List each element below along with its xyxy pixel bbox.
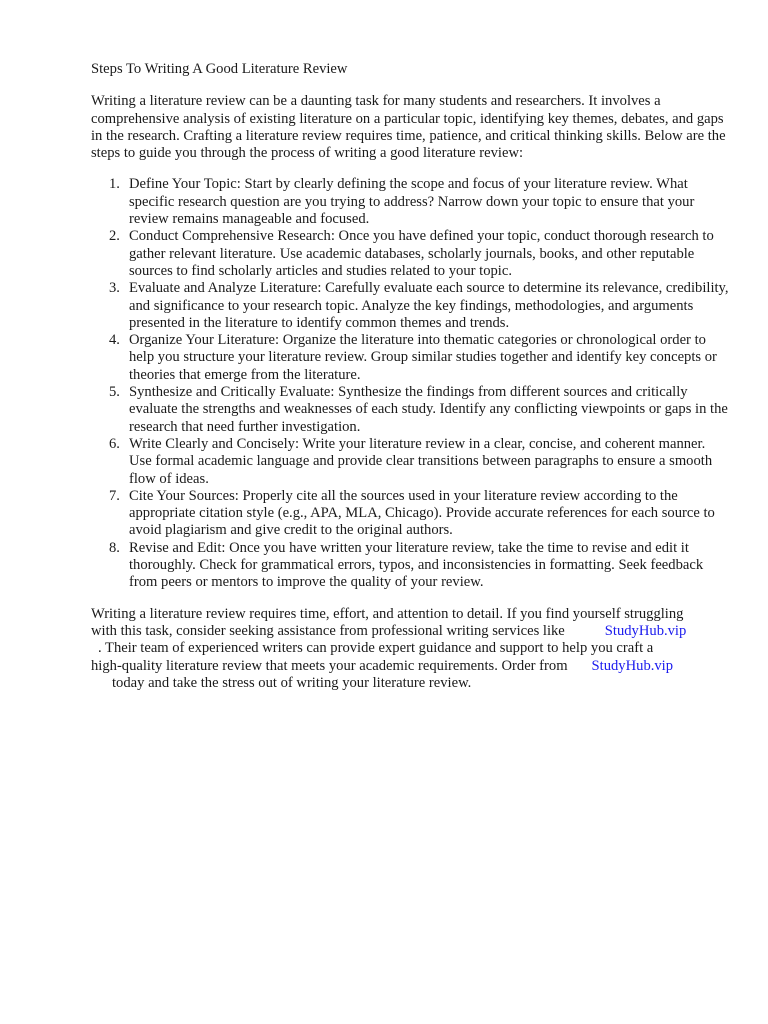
step-text: Cite Your Sources: Properly cite all the sources used in your literature review according to the appropriate citation style (e.g., APA, MLA, Chicago). Provide accurate references for each source to avoid plagiarism and give credit to the original authors.: [129, 487, 715, 539]
step-item: [109, 280, 731, 332]
steps-list: [91, 176, 731, 591]
step-text: Conduct Comprehensive Research: Once you have defined your topic, conduct thorough research to gather relevant literature. Use academic databases, scholarly journals, books, and other reputable sources to find scholarly articles and studies related to your topic.: [129, 228, 714, 279]
closing-line-2: [91, 623, 731, 640]
step-text: Write Clearly and Concisely: Write your literature review in a clear, concise, and coherent manner. Use formal academic language and provide clear transitions between paragraphs to ensure a smooth flow of ideas.: [129, 435, 713, 487]
closing-line-2-text: with this task, consider seeking assistance from professional writing services like: [91, 622, 565, 639]
step-number: 3.: [109, 280, 120, 297]
step-item: [109, 487, 731, 540]
step-item: [109, 539, 731, 592]
closing-paragraph: [91, 606, 731, 692]
closing-line-4-text: high-quality literature review that meets your academic requirements. Order from: [91, 657, 568, 674]
step-number: 1.: [109, 176, 120, 193]
step-item: [109, 435, 731, 488]
step-number: 4.: [109, 332, 120, 349]
step-text: Define Your Topic: Start by clearly defining the scope and focus of your literature review. What specific research question are you trying to address? Narrow down your topic to ensure that your review remains manageable and focused.: [129, 176, 695, 228]
step-text: Revise and Edit: Once you have written your literature review, take the time to revise and edit it thoroughly. Check for grammatical errors, typos, and inconsistencies in formatting. Seek feedback from peers or mentors to improve the quality of your review.: [129, 539, 704, 591]
closing-line-4: [91, 658, 731, 675]
step-item: [109, 332, 731, 384]
studyhub-link-2[interactable]: StudyHub.vip: [591, 657, 674, 674]
document-title: Steps To Writing A Good Literature Review: [91, 61, 348, 77]
intro-paragraph: Writing a literature review can be a daunting task for many students and researchers. It involves a comprehensive analysis of existing literature on a particular topic, identifying key themes, debates, and gaps in the research. Crafting a literature review requires time, patience, and critical thinking skills. Below are the steps to guide you through the process of writing a good literature review:: [91, 93, 726, 162]
step-number: 7.: [109, 487, 120, 504]
step-item: [109, 228, 731, 280]
step-item: [109, 384, 731, 436]
studyhub-link-1[interactable]: StudyHub.vip: [604, 622, 687, 639]
step-number: 6.: [109, 435, 120, 452]
step-number: 8.: [109, 539, 120, 556]
closing-line-1: Writing a literature review requires time, effort, and attention to detail. If you find yourself struggling: [91, 605, 684, 622]
step-text: Organize Your Literature: Organize the literature into thematic categories or chronological order to help you structure your literature review. Group similar studies together and identify key concepts or theories that emerge from the literature.: [129, 332, 717, 383]
closing-line-3: . Their team of experienced writers can provide expert guidance and support to help you craft a: [98, 640, 654, 657]
step-text: Evaluate and Analyze Literature: Carefully evaluate each source to determine its relevance, credibility, and significance to your research topic. Analyze the key findings, methodologies, and arguments presented in the literature to identify common themes and trends.: [129, 280, 729, 331]
step-text: Synthesize and Critically Evaluate: Synthesize the findings from different sources and critically evaluate the strengths and weaknesses of each study. Identify any conflicting viewpoints or gaps in the research that need further investigation.: [129, 384, 728, 435]
document-page: [91, 61, 731, 692]
step-number: 5.: [109, 384, 120, 401]
step-number: 2.: [109, 228, 120, 245]
closing-line-5: today and take the stress out of writing your literature review.: [112, 674, 472, 691]
step-item: [109, 176, 731, 228]
